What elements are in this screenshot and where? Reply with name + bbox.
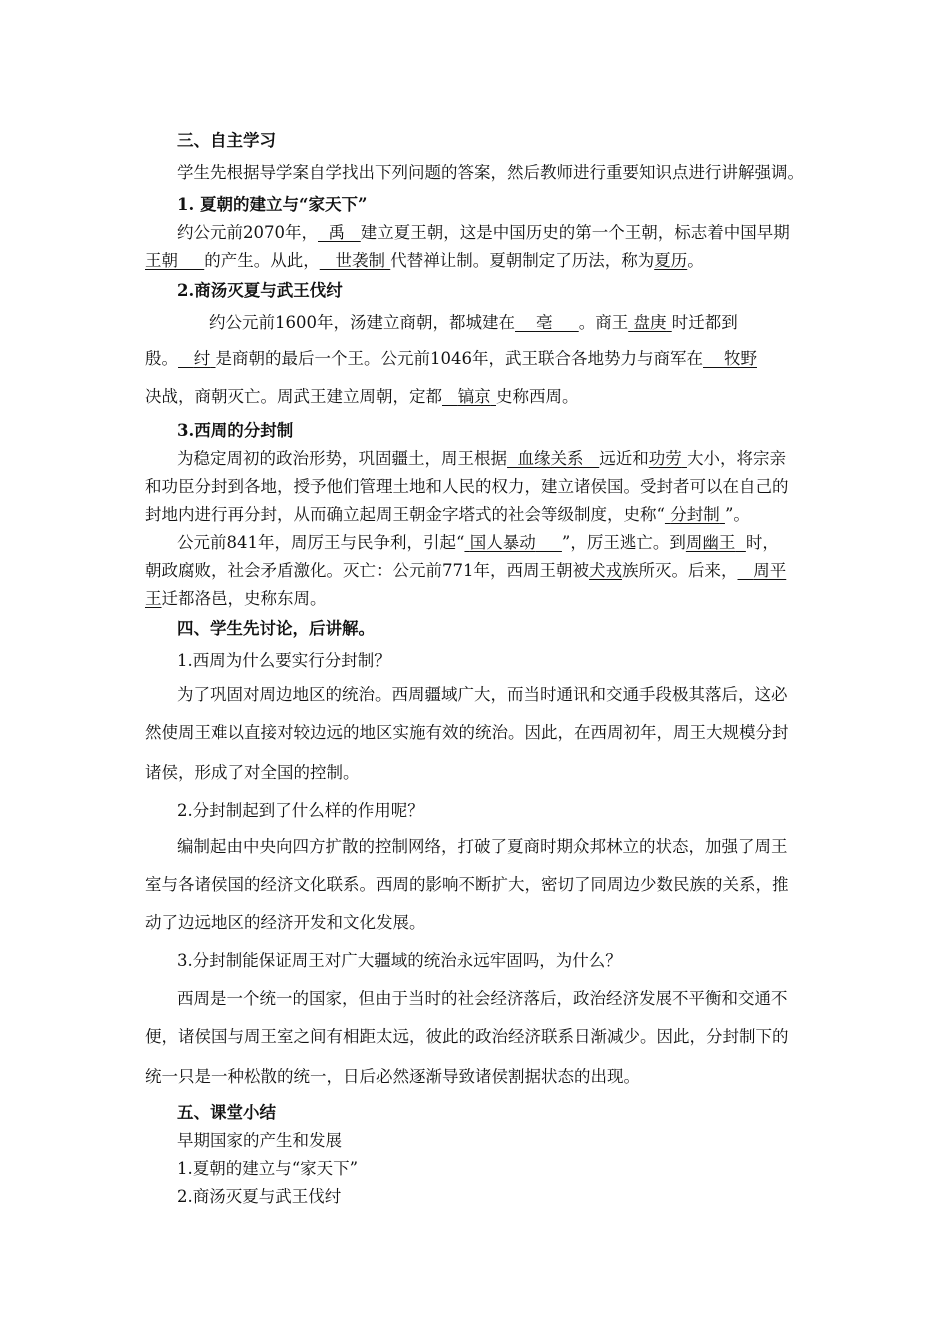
para-xizhou-line3: 王迁都洛邑，史称东周。 xyxy=(145,589,327,608)
para-shang-line1: 约公元前1600年，汤建立商朝，都城建在 亳 。商王 盘庚 时迁都到 xyxy=(209,313,738,332)
para-xizhou-line2: 朝政腐败，社会矛盾激化。灭亡：公元前771年，西周王朝被犬戎族所灭。后来， 周平 xyxy=(145,561,787,580)
blank-fenfengzhi: 分封制 xyxy=(670,505,720,524)
answer-1-line1: 为了巩固对周边地区的统治。西周疆域广大，而当时通讯和交通手段极其落后，这必 xyxy=(177,685,788,704)
heading-xia: 1. 夏朝的建立与“家天下” xyxy=(177,195,368,214)
question-1: 1.西周为什么要实行分封制？ xyxy=(177,651,391,670)
para-shang-line2: 殷。 纣 是商朝的最后一个王。公元前1046年，武王联合各地势力与商军在 牧野 xyxy=(145,349,757,368)
section-4-title: 四、学生先讨论，后讲解。 xyxy=(177,619,375,638)
para-fenfeng-line1: 为稳定周初的政治形势，巩固疆土，周王根据 血缘关系 远近和功劳 大小，将宗亲 xyxy=(177,449,786,468)
summary-line1: 早期国家的产生和发展 xyxy=(177,1131,342,1150)
answer-3-line2: 便，诸侯国与周王室之间有相距太远，彼此的政治经济联系日渐减少。因此，分封制下的 xyxy=(145,1027,789,1046)
section-5-title: 五、课堂小结 xyxy=(177,1103,276,1122)
blank-haojing: 镐京 xyxy=(457,387,491,406)
section-3-intro: 学生先根据导学案自学找出下列问题的答案，然后教师进行重要知识点进行讲解强调。 xyxy=(177,163,804,182)
blank-guoren: 国人暴动 xyxy=(469,533,536,552)
answer-1-line3: 诸侯，形成了对全国的控制。 xyxy=(145,763,360,782)
blank-shixizhi: 世袭制 xyxy=(335,251,385,270)
answer-3-line3: 统一只是一种松散的统一，日后必然逐渐导致诸侯割据状态的出现。 xyxy=(145,1067,640,1086)
heading-fenfeng: 3.西周的分封制 xyxy=(177,421,294,440)
blank-pingwang-a: 周平 xyxy=(753,561,787,580)
blank-quanrong: 犬戎 xyxy=(589,561,622,580)
blank-pingwang-b: 王 xyxy=(145,589,162,608)
blank-youwang: 周幽王 xyxy=(685,533,736,552)
para-fenfeng-line2: 和功臣分封到各地，授予他们管理土地和人民的权力，建立诸侯国。受封者可以在自己的 xyxy=(145,477,789,496)
para-xia-line2: 王朝 的产生。从此， 世袭制 代替禅让制。夏朝制定了历法，称为夏历。 xyxy=(145,251,704,270)
answer-1-line2: 然使周王难以直接对较边远的地区实施有效的统治。因此，在西周初年，周王大规模分封 xyxy=(145,723,789,742)
blank-yu: 禹 xyxy=(328,223,345,242)
para-xizhou-line1: 公元前841年，周厉王与民争利，引起“ 国人暴动 ”，厉王逃亡。到周幽王 时， xyxy=(177,533,779,552)
blank-xueyuan: 血缘关系 xyxy=(517,449,584,468)
section-3-title: 三、自主学习 xyxy=(177,131,276,150)
blank-gonglao: 功劳 xyxy=(648,449,682,468)
para-xia-line1: 约公元前2070年， 禹 建立夏王朝，这是中国历史的第一个王朝，标志着中国早期 xyxy=(177,223,790,242)
summary-line3: 2.商汤灭夏与武王伐纣 xyxy=(177,1187,342,1206)
para-fenfeng-line3: 封地内进行再分封，从而确立起周王朝金字塔式的社会等级制度，史称“ 分封制 ”。 xyxy=(145,505,750,524)
blank-zhou: 纣 xyxy=(193,349,211,368)
heading-shang: 2.商汤灭夏与武王伐纣 xyxy=(177,281,343,300)
blank-bo: 亳 xyxy=(535,313,553,332)
blank-wangchao: 王朝 xyxy=(145,251,178,270)
answer-2-line2: 室与各诸侯国的经济文化联系。西周的影响不断扩大，密切了同周边少数民族的关系，推 xyxy=(145,875,789,894)
blank-pangeng: 盘庚 xyxy=(633,313,667,332)
para-shang-line3: 决战，商朝灭亡。周武王建立周朝，定都 镐京 史称西周。 xyxy=(145,387,579,406)
question-2: 2.分封制起到了什么样的作用呢？ xyxy=(177,801,424,820)
blank-xiali: 夏历 xyxy=(654,251,688,270)
blank-muye: 牧野 xyxy=(723,349,757,368)
answer-3-line1: 西周是一个统一的国家，但由于当时的社会经济落后，政治经济发展不平衡和交通不 xyxy=(177,989,788,1008)
answer-2-line1: 编制起由中央向四方扩散的控制网络，打破了夏商时期众邦林立的状态，加强了周王 xyxy=(177,837,788,856)
summary-line2: 1.夏朝的建立与“家天下” xyxy=(177,1159,359,1178)
question-3: 3.分封制能保证周王对广大疆域的统治永远牢固吗，为什么？ xyxy=(177,951,622,970)
answer-2-line3: 动了边远地区的经济开发和文化发展。 xyxy=(145,913,426,932)
